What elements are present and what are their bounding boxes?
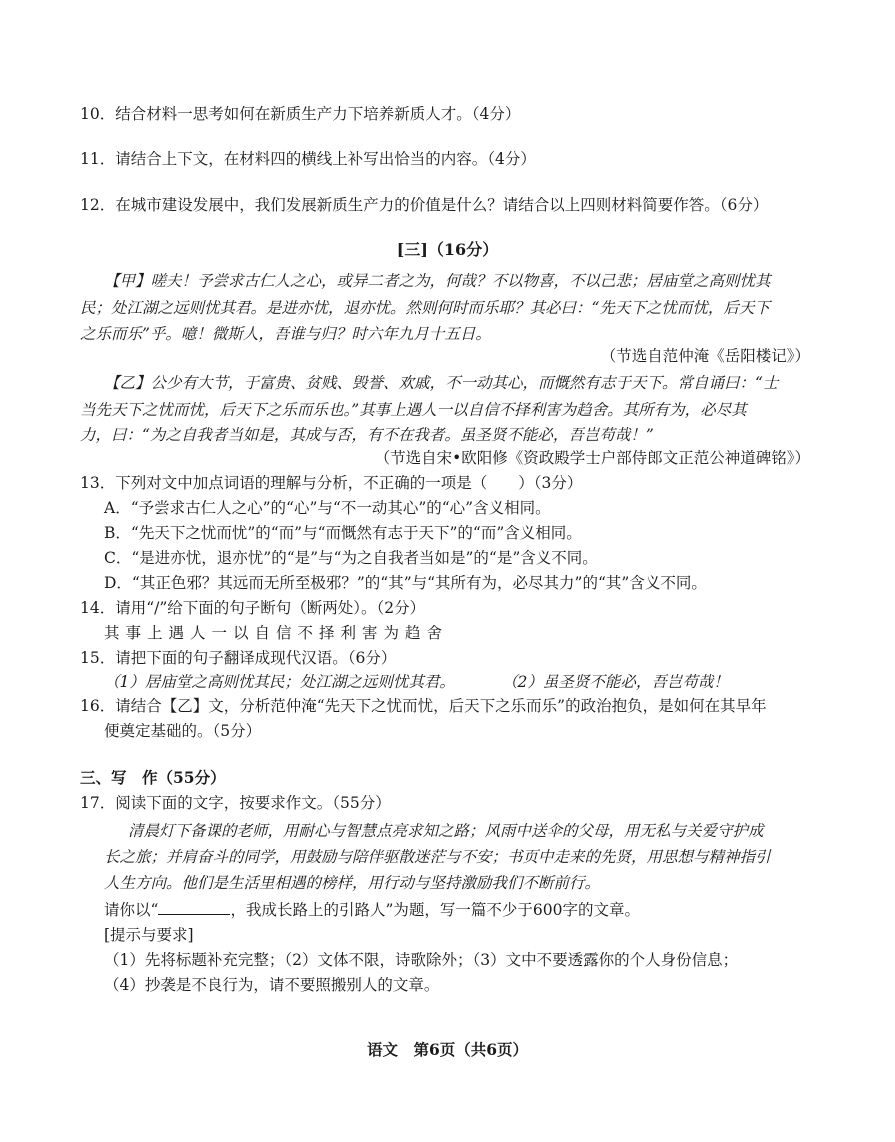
passage-jia-line-3: 之乐而乐”乎。噫！微斯人，吾谁与归？时六年九月十五日。 <box>80 325 491 343</box>
question-13-option-a: A．“予尝求古仁人之心”的“心”与“不一动其心”的“心”含义相同。 <box>104 499 551 517</box>
question-13-option-d: D．“其正色邪？其远而无所至极邪？”的“其”与“其所有为，必尽其力”的“其”含义不同。 <box>104 574 707 592</box>
question-13-stem: 13．下列对文中加点词语的理解与分析，不正确的一项是（ ）（3分） <box>80 474 583 492</box>
passage-jia-source: （节选自范仲淹《岳阳楼记》） <box>600 347 810 365</box>
writing-prompt-prefix: 请你以“ <box>104 901 159 919</box>
passage-yi-source: （节选自宋•欧阳修《资政殿学士户部侍郎文正范公神道碑铭》） <box>374 449 810 467</box>
question-11: 11．请结合上下文，在材料四的横线上补写出恰当的内容。（4分） <box>80 150 536 168</box>
writing-prompt <box>104 900 640 920</box>
question-17-stem: 17．阅读下面的文字，按要求作文。（55分） <box>80 794 391 812</box>
question-15-stem: 15．请把下面的句子翻译成现代汉语。（6分） <box>80 649 397 667</box>
passage-jia-line-1: 【甲】嗟夫！予尝求古仁人之心，或异二者之为，何哉？不以物喜，不以己悲；居庙堂之高则忧其 <box>104 272 771 290</box>
writing-material-line-2: 长之旅；并肩奋斗的同学，用鼓励与陪伴驱散迷茫与不安；书页中走来的先贤，用思想与精神指引 <box>104 848 771 866</box>
passage-jia-line-2: 民；处江湖之远则忧其君。是进亦忧，退亦忧。然则何时而乐耶？其必曰：“先天下之忧而忧，后天下 <box>80 299 770 317</box>
section-3-title: [三]（16分） <box>396 240 499 259</box>
passage-yi-line-1: 【乙】公少有大节，于富贵、贫贱、毁誉、欢戚，不一动其心，而慨然有志于天下。常自诵曰：“士 <box>104 374 779 392</box>
question-14-sentence: 其事上遇人一以自信不择利害为趋舍 <box>104 624 449 642</box>
question-12: 12．在城市建设发展中，我们发展新质生产力的价值是什么？请结合以上四则材料简要作答。（6分） <box>80 196 769 214</box>
question-15-item-1: （1）居庙堂之高则忧其民；处江湖之远则忧其君。 <box>104 673 455 691</box>
question-15-item-2: （2）虽圣贤不能必，吾岂苟哉！ <box>502 673 729 691</box>
question-14-stem: 14．请用“/”给下面的句子断句（断两处）。（2分） <box>80 599 426 617</box>
question-13-option-c: C．“是进亦忧，退亦忧”的“是”与“为之自我者当如是”的“是”含义不同。 <box>104 549 598 567</box>
title-blank <box>158 900 230 915</box>
writing-material-line-3: 人生方向。他们是生活里相遇的榜样，用行动与坚持激励我们不断前行。 <box>104 874 601 892</box>
passage-yi-line-3: 力，曰：“为之自我者当如是，其成与否，有不在我者。虽圣贤不能必，吾岂苟哉！” <box>80 426 654 444</box>
writing-material-line-1: 清晨灯下备课的老师，用耐心与智慧点亮求知之路；风雨中送伞的父母，用无私与关爱守护成 <box>128 822 764 840</box>
hint-title: [提示与要求] <box>104 926 194 944</box>
hint-line-1: （1）先将标题补充完整；（2）文体不限，诗歌除外；（3）文中不要透露你的个人身份信息； <box>104 951 739 969</box>
question-16-line-2: 便奠定基础的。（5分） <box>104 722 262 740</box>
hint-line-2: （4）抄袭是不良行为，请不要照搬别人的文章。 <box>104 976 440 994</box>
question-13-option-b: B．“先天下之忧而忧”的“而”与“而慨然有志于天下”的“而”含义相同。 <box>104 524 582 542</box>
page-footer: 语文 第6页（共6页） <box>366 1040 529 1059</box>
writing-section-title: 三、写 作（55分） <box>80 768 226 787</box>
writing-prompt-suffix: ，我成长路上的引路人”为题，写一篇不少于600字的文章。 <box>230 901 640 919</box>
passage-yi-line-2: 当先天下之忧而忧，后天下之乐而乐也。”其事上遇人一以自信不择利害为趋舍。其所有为，必尽其 <box>80 401 747 419</box>
question-10: 10．结合材料一思考如何在新质生产力下培养新质人才。（4分） <box>80 105 521 123</box>
question-16-line-1: 16．请结合【乙】文，分析范仲淹“先天下之忧而忧，后天下之乐而乐”的政治抱负，是如何在其早年 <box>80 697 767 715</box>
